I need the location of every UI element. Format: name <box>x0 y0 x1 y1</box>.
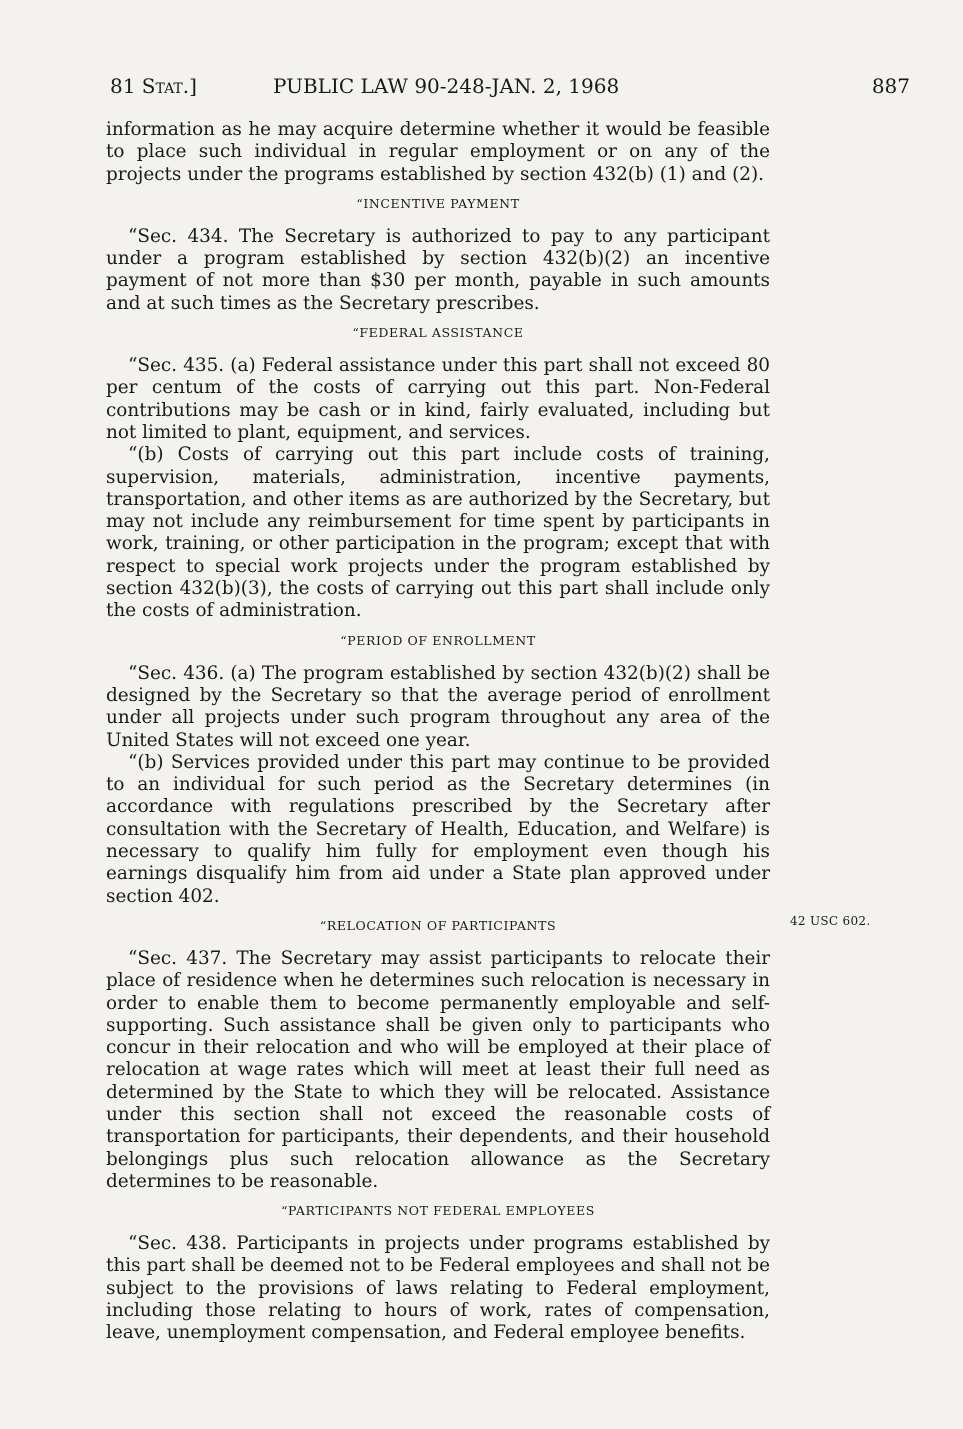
section-heading-period-of-enrollment: “PERIOD OF ENROLLMENT <box>340 632 536 648</box>
section-434: “Sec. 434. The Secretary is authorized to pay to any participant under a program established by section 432(b)(2) an incentive payment of not more than $30 per month, payable in such amounts and at such times as the Secretary prescribes. <box>106 225 770 314</box>
section-heading-relocation: “RELOCATION OF PARTICIPANTS <box>319 917 557 933</box>
running-header <box>110 74 910 102</box>
body-text <box>106 119 770 1345</box>
statute-volume: 81 Stat.] <box>110 74 197 98</box>
section-436-b: “(b) Services provided under this part may continue to be provided to an individual for such period as the Secretary determines (in accordance with regulations prescribed by the Secretary after consultation with the Secretary of Health, Education, and Welfare) is necessary to qualify him fully for employment even though his earnings disqualify him from aid under a State plan approved under section 402. <box>106 751 770 907</box>
section-438: “Sec. 438. Participants in projects under programs established by this part shall be deemed not to be Federal employees and shall not be subject to the provisions of laws relating to Federal employment, including those relating to hours of work, rates of compensation, leave, unemployment compensation, and Federal employee benefits. <box>106 1233 770 1344</box>
section-435-a: “Sec. 435. (a) Federal assistance under this part shall not exceed 80 per centum of the costs of carrying out this part. Non-Federal contributions may be cash or in kind, fairly evaluated, including but not limited to plant, equipment, and services. <box>106 355 770 443</box>
continued-paragraph: information as he may acquire determine whether it would be feasible to place such individual in regular employment or on any of the projects under the programs established by section 432(b) (1) and (2). <box>106 119 770 185</box>
page-number: 887 <box>871 74 910 98</box>
margin-citation: 42 USC 602. <box>790 914 871 928</box>
section-heading-incentive-payment: “INCENTIVE PAYMENT <box>356 195 520 211</box>
section-435-b: “(b) Costs of carrying out this part include costs of training, supervision, materials, administration, incentive payments, transportation, and other items as are authorized by the Secretary, but may not include any reimbursement for time spent by participants in work, training, or other participation in the program; except that with respect to special work projects under the program established by section 432(b)(3), the costs of carrying out this part shall include only the costs of administration. <box>106 444 770 622</box>
section-436-a: “Sec. 436. (a) The program established by section 432(b)(2) shall be designed by the Secretary so that the average period of enrollment under all projects under such program throughout any area of the United States will not exceed one year. <box>106 662 770 751</box>
section-heading-federal-assistance: “FEDERAL ASSISTANCE <box>352 325 524 341</box>
header-title: PUBLIC LAW 90-248-JAN. 2, 1968 <box>273 74 620 98</box>
section-437: “Sec. 437. The Secretary may assist participants to relocate their place of residence when he determines such relocation is necessary in order to enable them to become permanently employable and self-supporting. Such assistance shall be given only to participants who concur in their relocation and who will be employed at their place of relocation at wage rates which will meet at least their full need as determined by the State to which they will be relocated. Assistance under this section shall not exceed the reasonable costs of transportation for participants, their dependents, and their household belongings plus such relocation allowance as the Secretary determines to be reasonable. <box>106 947 770 1192</box>
section-heading-participants-not-federal: “PARTICIPANTS NOT FEDERAL EMPLOYEES <box>281 1203 595 1219</box>
